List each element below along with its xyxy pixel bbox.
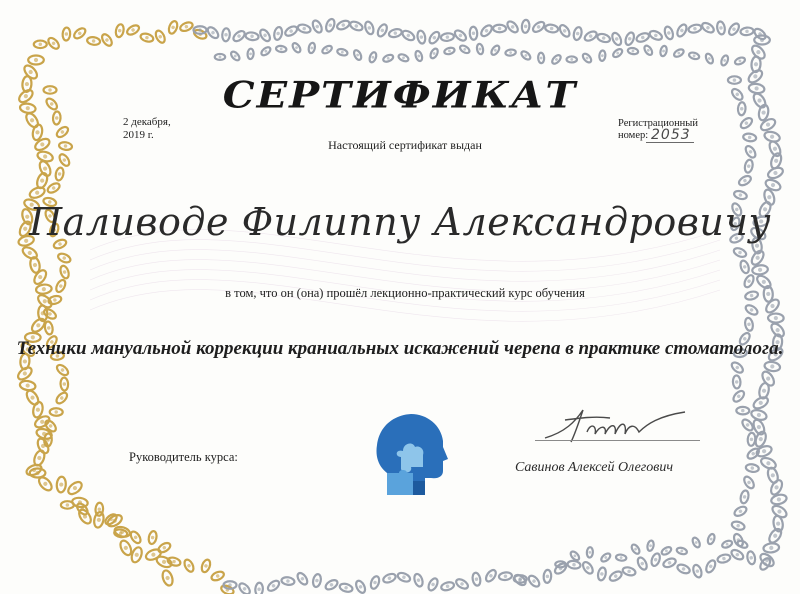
signature-line: [535, 440, 700, 441]
recipient-name: Паливоде Филиппу Александровичу: [28, 200, 772, 244]
course-title: Техники мануальной коррекции краниальных искажений черепа в практике стоматолога.: [16, 338, 784, 359]
registration-number: 2053: [651, 127, 691, 143]
course-head-name: Савинов Алексей Олегович: [515, 460, 674, 475]
registration-label: Регистрационный номер:: [618, 118, 698, 141]
issued-to-label: Настоящий сертификат выдан: [328, 138, 482, 152]
issue-date: 2 декабря, 2019 г.: [123, 116, 171, 141]
completion-statement: в том, что он (она) прошёл лекционно-практический курс обучения: [225, 286, 585, 300]
course-head-label: Руководитель курса:: [129, 450, 238, 464]
certificate-title: СЕРТИФИКАТ: [222, 74, 578, 117]
head-puzzle-logo-icon: [373, 411, 449, 497]
registration-number-underline: [646, 142, 694, 143]
